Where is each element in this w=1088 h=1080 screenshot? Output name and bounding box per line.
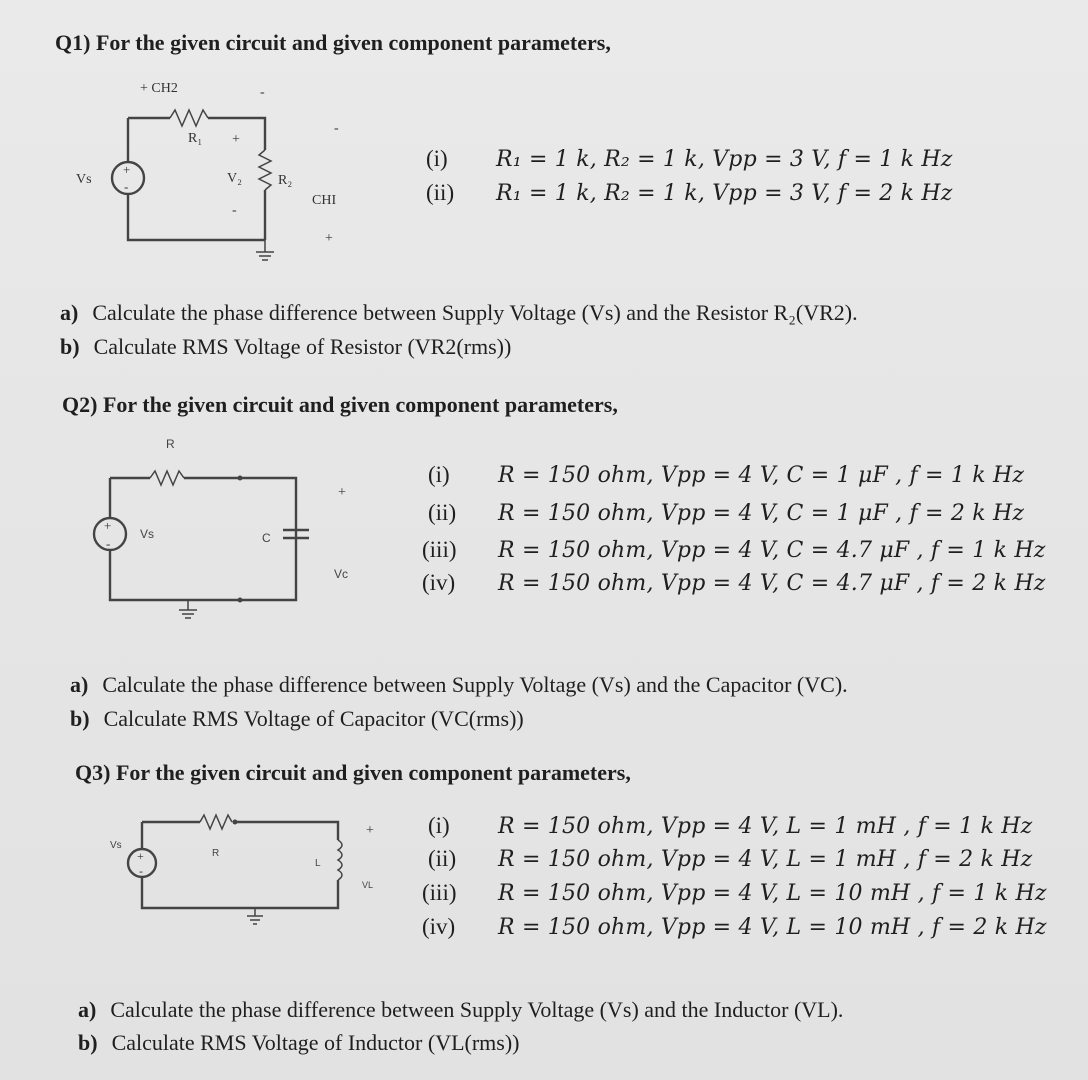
q2-param-row-2: (ii) R = 150 ohm, Vpp = 4 V, C = 1 μF , f = 2 k Hz: [428, 500, 1025, 526]
q1-r1-resistor: [170, 110, 208, 126]
q1-mid-minus-label: -: [334, 121, 339, 136]
q1-top-minus-label: -: [260, 85, 265, 100]
q3-vs-label: Vs: [110, 840, 122, 851]
q1-r2-minus-label: -: [232, 203, 237, 218]
q1-v2-label: V₂: [227, 171, 242, 186]
q1-circuit-diagram: [60, 70, 360, 270]
q3-r-resistor: [200, 815, 232, 829]
q3-r-label: R: [212, 848, 220, 859]
q1-part-b: b) Calculate RMS Voltage of Resistor (VR2(rms)): [60, 334, 512, 359]
svg-text:+: +: [137, 849, 144, 863]
q1-vs-label: Vs: [76, 172, 92, 187]
q2-c-label: C: [262, 531, 271, 545]
svg-text:+: +: [104, 518, 112, 533]
svg-text:+: +: [123, 162, 131, 177]
q2-title: Q2) For the given circuit and given component parameters,: [62, 392, 618, 417]
svg-text:-: -: [124, 179, 129, 194]
q3-param-row-3: (iii) R = 150 ohm, Vpp = 4 V, L = 10 mH , f = 1 k Hz: [422, 880, 1047, 906]
q1-r2-resistor: [259, 150, 271, 190]
q3-ground-icon: [247, 908, 263, 924]
q3-inductor: [338, 840, 342, 880]
q3-param-row-4: (iv) R = 150 ohm, Vpp = 4 V, L = 10 mH , f = 2 k Hz: [422, 914, 1047, 940]
q2-ground-icon: [179, 600, 197, 618]
q3-param-row-1: (i) R = 150 ohm, Vpp = 4 V, L = 1 mH , f = 1 k Hz: [428, 813, 1033, 839]
q1-ch1-label: CHI: [312, 193, 337, 208]
q3-circuit-diagram: [100, 800, 400, 940]
q2-r-resistor: [150, 471, 184, 485]
q2-param-row-3: (iii) R = 150 ohm, Vpp = 4 V, C = 4.7 μF , f = 1 k Hz: [422, 537, 1046, 563]
q2-circuit-diagram: [90, 430, 390, 630]
q1-r1-plus-label: +: [232, 132, 240, 147]
svg-text:-: -: [139, 864, 143, 878]
q2-vc-label: Vc: [334, 567, 349, 581]
q2-param-row-4: (iv) R = 150 ohm, Vpp = 4 V, C = 4.7 μF , f = 2 k Hz: [422, 570, 1046, 596]
q1-param-row-1: (i) R₁ = 1 k, R₂ = 1 k, Vpp = 3 V, f = 1 k Hz: [426, 146, 953, 172]
q1-title: Q1) For the given circuit and given component parameters,: [55, 30, 611, 55]
q3-wire: [142, 822, 338, 908]
q1-r2-label: R₂: [278, 173, 293, 188]
svg-text:-: -: [106, 536, 111, 551]
q2-plus-label: +: [338, 485, 346, 500]
q1-ch2-label: + CH2: [140, 81, 178, 96]
q2-part-b: b) Calculate RMS Voltage of Capacitor (VC(rms)): [70, 706, 524, 731]
q3-param-row-2: (ii) R = 150 ohm, Vpp = 4 V, L = 1 mH , f = 2 k Hz: [428, 846, 1033, 872]
q1-r1-label: R₁: [188, 131, 203, 146]
q2-vs-label: Vs: [140, 527, 155, 541]
q3-plus-label: +: [366, 823, 374, 838]
q2-part-a: a) Calculate the phase difference between Supply Voltage (Vs) and the Capacitor (VC).: [70, 672, 848, 697]
q3-l-label: L: [315, 858, 321, 869]
q2-r-label: R: [166, 437, 175, 451]
q1-ch1-plus-label: +: [325, 231, 333, 246]
q3-part-b: b) Calculate RMS Voltage of Inductor (VL(rms)): [78, 1030, 520, 1055]
q3-part-a: a) Calculate the phase difference between Supply Voltage (Vs) and the Inductor (VL).: [78, 997, 844, 1022]
q2-param-row-1: (i) R = 150 ohm, Vpp = 4 V, C = 1 μF , f = 1 k Hz: [428, 462, 1025, 488]
q3-vl-label: VL: [362, 880, 374, 890]
q1-param-row-2: (ii) R₁ = 1 k, R₂ = 1 k, Vpp = 3 V, f = 2 k Hz: [426, 180, 953, 206]
q3-title: Q3) For the given circuit and given component parameters,: [75, 760, 631, 785]
q1-part-a: a) Calculate the phase difference between Supply Voltage (Vs) and the Resistor R₂(VR2).: [60, 300, 858, 325]
q1-ground-icon: [256, 240, 274, 260]
